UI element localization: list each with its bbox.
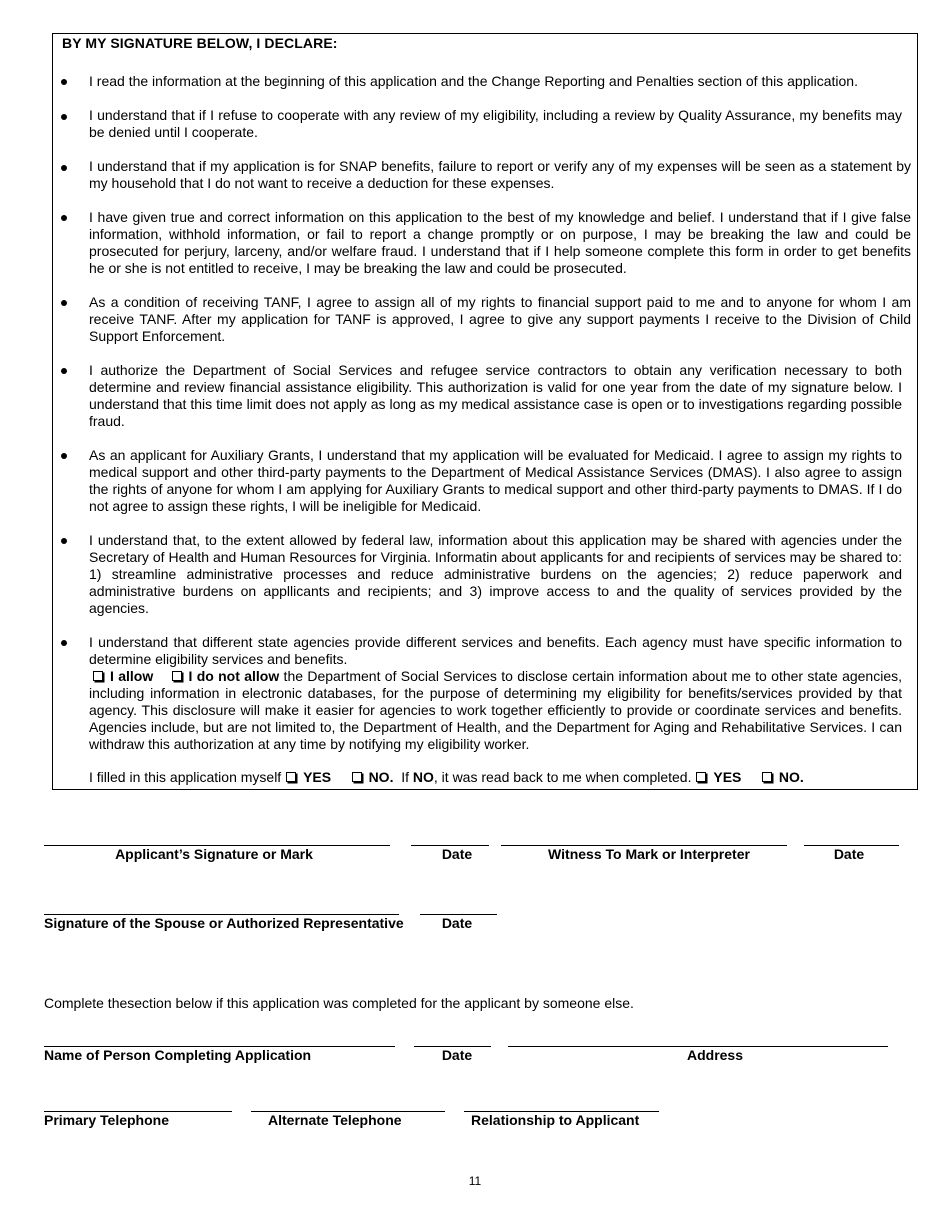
bullet-dot — [61, 114, 67, 120]
declaration-heading: BY MY SIGNATURE BELOW, I DECLARE: — [62, 35, 338, 51]
declaration-item: I have given true and correct information on this application to the best of my knowledge and belief. I understand that if I give false information, withhold information, or fail to report a change promptly or on purpose, I may be breaking the law and could be prosecuted for perjury, larceny, and/or welfare fraud. I understand that if I help someone complete this form in order to get benefits he or she is not entitled to receive, I may be breaking the law and could be prosecuted. — [89, 209, 911, 276]
consent-intro: I understand that different state agencies provide different services and benefits. Each agency must have specific information to determine eligibility services and benefits. — [89, 634, 902, 667]
do-not-allow-label: I do not allow — [188, 668, 280, 684]
alternate-phone-label: Alternate Telephone — [268, 1112, 402, 1128]
relationship-label: Relationship to Applicant — [471, 1112, 640, 1128]
bullet-dot — [61, 453, 67, 459]
self-filled-no-checkbox[interactable] — [352, 772, 362, 782]
completer-address-label: Address — [686, 1047, 744, 1063]
declaration-item: I understand that if my application is for SNAP benefits, failure to report or verify any of my expenses will be seen as a statement by my household that I do not want to receive a deduction for these expenses. — [89, 158, 911, 191]
declaration-item: I understand that, to the extent allowed by federal law, information about this application may be shared with agencies under the Secretary of Health and Human Resources for Virginia. Informatin about applicants for and recipients of services may be shared to: 1) streamline administrative processes and reduce administrative burdens on the agencies; 2) reduce paperwork and administrative burdens on appllicants and recipients; and 3) improve access to and the quality of services provided by the agencies. — [89, 532, 902, 616]
witness-date-label: Date — [833, 846, 865, 862]
bullet-dot — [61, 640, 67, 646]
self-filled-yes-label: YES — [303, 769, 332, 785]
bullet-dot — [61, 165, 67, 171]
spouse-signature-label: Signature of the Spouse or Authorized Representative — [44, 915, 404, 931]
applicant-signature-label: Applicant’s Signature or Mark — [115, 846, 313, 862]
filled-in-label: I filled in this application myself — [89, 769, 282, 785]
do-not-allow-checkbox[interactable] — [172, 671, 182, 681]
read-back-no-label: NO. — [778, 769, 804, 785]
declaration-item: I understand that if I refuse to cooperate with any review of my eligibility, including a review by Quality Assurance, my benefits may be denied until I cooperate. — [89, 107, 902, 140]
bullet-dot — [61, 79, 67, 85]
allow-checkbox[interactable] — [93, 671, 103, 681]
if-no-label: NO — [412, 769, 434, 785]
bullet-dot — [61, 300, 67, 306]
bullet-dot — [61, 368, 67, 374]
declaration-item: As an applicant for Auxiliary Grants, I understand that my application will be evaluated for Medicaid. I agree to assign my rights to medical support and other third-party payments to the Department of Medical Assistance Services (DMAS). I also agree to assign the rights of anyone for whom I am applying for Auxiliary Grants to medical support and other third-party payments to DMAS. If I do not agree to assign these rights, I will be ineligible for Medicaid. — [89, 447, 902, 514]
completer-instructions: Complete thesection below if this application was completed for the applicant by someone else. — [44, 995, 634, 1011]
self-filled-yes-checkbox[interactable] — [286, 772, 296, 782]
read-back-yes-label: YES — [713, 769, 742, 785]
bullet-dot — [61, 538, 67, 544]
spouse-date-label: Date — [441, 915, 473, 931]
read-back-yes-checkbox[interactable] — [696, 772, 706, 782]
allow-label: I allow — [110, 668, 154, 684]
filled-in-question — [89, 769, 804, 786]
completer-date-label: Date — [441, 1047, 473, 1063]
read-back-no-checkbox[interactable] — [762, 772, 772, 782]
read-back-text: , it was read back to me when completed. — [433, 769, 692, 785]
if-label: If — [401, 769, 410, 785]
consent-text: the Department of Social Services to disclose certain information about me to other state agencies, including information in electronic databases, for the purpose of determining my eligibility for benefits/services provided by that agency. This disclosure will make it easier for agencies to work together efficiently to provide or coordinate services and benefits. Agencies include, but are not limited to, the Department of Health, and the Department for Aging and Rehabilitative Services. I can withdraw this authorization at any time by notifying my eligibility worker. — [89, 668, 902, 752]
declaration-item: I read the information at the beginning of this application and the Change Reporting and Penalties section of this application. — [89, 73, 858, 89]
witness-label: Witness To Mark or Interpreter — [548, 846, 750, 862]
primary-phone-label: Primary Telephone — [44, 1112, 170, 1128]
declaration-item: As a condition of receiving TANF, I agree to assign all of my rights to financial support paid to me and to anyone for whom I am receive TANF. After my application for TANF is approved, I agree to give any support payments I receive to the Division of Child Support Enforcement. — [89, 294, 911, 344]
page-number: 11 — [468, 1174, 482, 1188]
bullet-dot — [61, 215, 67, 221]
completer-name-label: Name of Person Completing Application — [44, 1047, 312, 1063]
consent-item — [89, 634, 902, 753]
self-filled-no-label: NO. — [368, 769, 394, 785]
applicant-date-label: Date — [441, 846, 473, 862]
declaration-item: I authorize the Department of Social Services and refugee service contractors to obtain any verification necessary to both determine and review financial assistance eligibility. This authorization is valid for one year from the date of my signature below. I understand that this time limit does not apply as long as my medical assistance case is open or to investigations regarding possible fraud. — [89, 362, 902, 429]
